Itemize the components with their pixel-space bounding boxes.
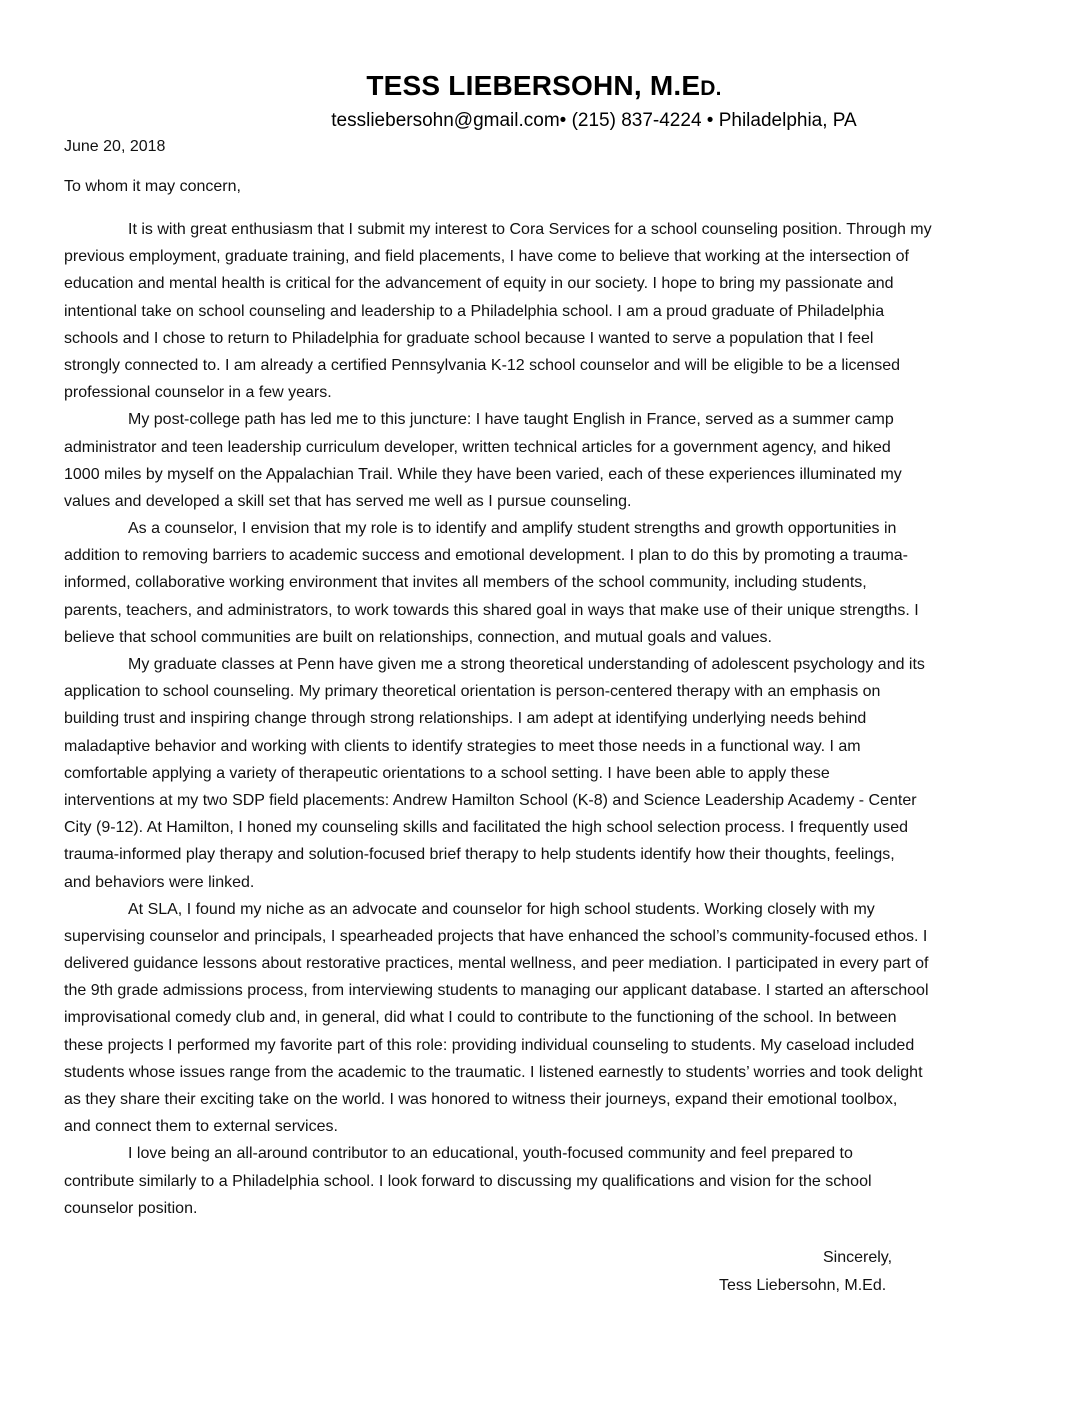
body-line: these projects I performed my favorite part of this role: providing individual counseling to students. My caseload included (64, 1036, 915, 1054)
body-line: addition to removing barriers to academic success and emotional development. I plan to do this by promoting a trauma- (64, 547, 908, 565)
paragraph-4 (64, 651, 1024, 896)
body-line: students whose issues range from the academic to the traumatic. I listened earnestly to students’ worries and took delight (64, 1063, 923, 1081)
body-line: comfortable applying a variety of therapeutic orientations to a school setting. I have been able to apply these (64, 764, 830, 782)
body-line: counselor position. (64, 1199, 198, 1217)
body-line: At SLA, I found my niche as an advocate and counselor for high school students. Working closely with my (128, 900, 875, 918)
paragraph-5 (64, 896, 1024, 1141)
body-line: as they share their exciting take on the world. I was honored to witness their journeys, expand their emotional toolbox, (64, 1091, 898, 1108)
contact-line: tessliebersohn@gmail.com• (215) 837-4224 • Philadelphia, PA (331, 110, 857, 131)
body-line: previous employment, graduate training, and field placements, I have come to believe that working at the intersection of (64, 248, 909, 266)
body-line: 1000 miles by myself on the Appalachian Trail. While they have been varied, each of these experiences illuminated my (64, 465, 902, 483)
body-line: trauma-informed play therapy and solution-focused brief therapy to help students identify how their thoughts, feelings, (64, 846, 895, 864)
body-line: maladaptive behavior and working with clients to identify strategies to meet those needs in a functional way. I am (64, 737, 861, 755)
body-line: application to school counseling. My primary theoretical orientation is person-centered therapy with an emphasis on (64, 683, 881, 701)
salutation: To whom it may concern, (64, 178, 241, 195)
body-line: parents, teachers, and administrators, to work towards this shared goal in ways that make use of their unique strengths. I (64, 601, 919, 619)
body-line: As a counselor, I envision that my role is to identify and amplify student strengths and growth opportunities in (128, 520, 897, 538)
body-line: delivered guidance lessons about restorative practices, mental wellness, and peer mediation. I participated in every part of (64, 955, 929, 973)
letter-body (64, 216, 1024, 1222)
body-line: interventions at my two SDP field placements: Andrew Hamilton School (K-8) and Science Leadership Academy - Center (64, 791, 917, 809)
closing: Sincerely, (823, 1249, 893, 1266)
body-line: I love being an all-around contributor to an educational, youth-focused community and feel prepared to (128, 1145, 853, 1163)
body-line: professional counselor in a few years. (64, 384, 332, 402)
paragraph-3 (64, 515, 1024, 651)
body-line: supervising counselor and principals, I spearheaded projects that have enhanced the school’s community-focused ethos. I (64, 927, 928, 945)
name-credential-smallcaps: D. (700, 77, 722, 100)
body-line: building trust and inspiring change through strong relationships. I am adept at identifying underlying needs behind (64, 710, 867, 728)
body-line: My graduate classes at Penn have given me a strong theoretical understanding of adolescent psychology and its (128, 656, 925, 673)
body-line: and connect them to external services. (64, 1118, 338, 1136)
body-line: contribute similarly to a Philadelphia school. I look forward to discussing my qualifications and vision for the school (64, 1172, 872, 1190)
paragraph-2 (64, 406, 1024, 515)
letter-date: June 20, 2018 (64, 138, 166, 155)
paragraph-6 (64, 1140, 1024, 1222)
body-line: It is with great enthusiasm that I submit my interest to Cora Services for a school counseling position. Through my (128, 221, 932, 238)
paragraph-1 (64, 216, 1024, 406)
signature: Tess Liebersohn, M.Ed. (719, 1277, 887, 1294)
body-line: the 9th grade admissions process, from interviewing students to managing our applicant database. I started an afterschool (64, 982, 929, 1000)
body-line: strongly connected to. I am already a certified Pennsylvania K-12 school counselor and will be eligible to be a licensed (64, 356, 901, 374)
body-line: values and developed a skill set that has served me well as I pursue counseling. (64, 492, 632, 510)
body-line: informed, collaborative working environment that invites all members of the school community, including students, (64, 574, 867, 592)
body-line: education and mental health is critical for the advancement of equity in our society. I hope to bring my passionate and (64, 275, 894, 293)
body-line: improvisational comedy club and, in general, did what I could to contribute to the functioning of the school. In between (64, 1009, 897, 1027)
body-line: administrator and teen leadership curriculum developer, written technical articles for a government agency, and hiked (64, 438, 891, 456)
body-line: and behaviors were linked. (64, 873, 255, 891)
applicant-name-heading (0, 70, 1088, 102)
body-line: believe that school communities are built on relationships, connection, and mutual goals and values. (64, 628, 772, 646)
body-line: intentional take on school counseling and leadership to a Philadelphia school. I am a proud graduate of Philadelphia (64, 302, 885, 320)
body-line: My post-college path has led me to this juncture: I have taught English in France, served as a summer camp (128, 411, 894, 429)
body-line: City (9-12). At Hamilton, I honed my counseling skills and facilitated the high school selection process. I frequently used (64, 819, 908, 837)
name-main: TESS LIEBERSOHN, M.E (366, 70, 701, 101)
body-line: schools and I chose to return to Philadelphia for graduate school because I wanted to serve a population that I feel (64, 329, 874, 347)
